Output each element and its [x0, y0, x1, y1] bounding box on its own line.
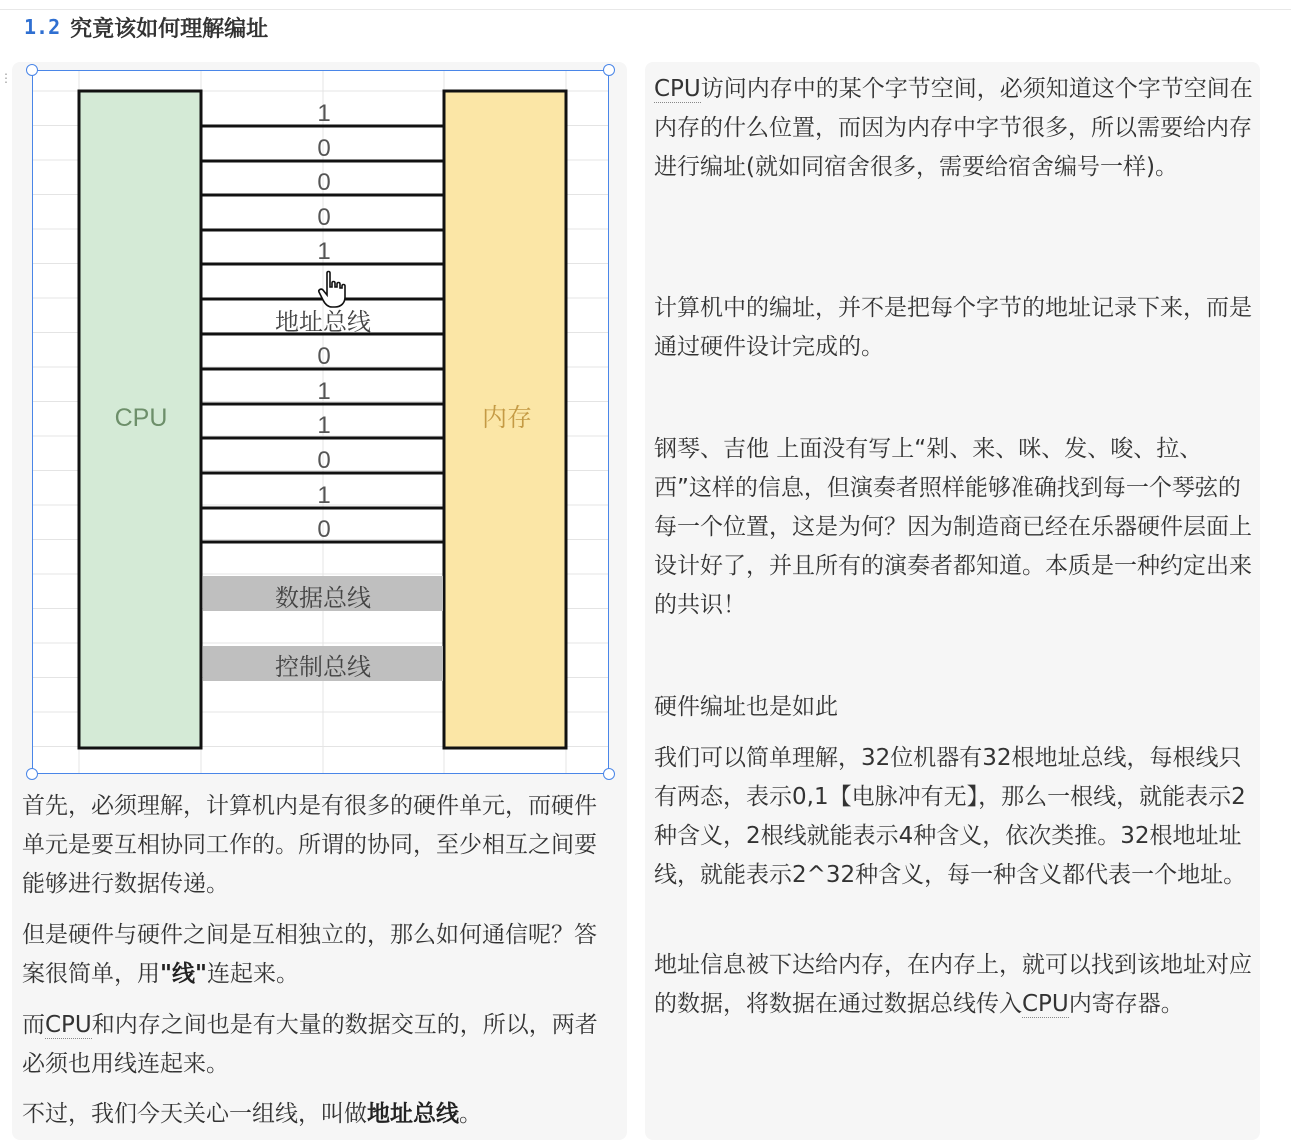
control-bus-label: 控制总线 — [275, 653, 371, 681]
left-paragraph-1: 首先，必须理解，计算机内是有很多的硬件单元，而硬件单元是要互相协同工作的。所谓的协同，至少相互之间要能够进行数据传递。 — [22, 793, 597, 897]
p2-text-a: 但是硬件与硬件之间是互相独立的，那么如何通信呢？答案很简单，用 — [22, 922, 597, 987]
right-paragraph-4: 硬件编址也是如此 — [654, 694, 838, 720]
cpu-label: CPU — [114, 404, 168, 432]
p3-text-b: 和内存之间也是有大量的数据交互的，所以，两者必须也用线连起来。 — [22, 1012, 598, 1077]
p2-bold: "线" — [160, 961, 207, 987]
r6-text-a: 地址信息被下达给内存，在内存上，就可以找到该地址对应的数据，将数据在通过数据总线传入 — [654, 952, 1252, 1017]
address-bit: 1 — [317, 238, 331, 265]
r6-text-b: 内寄存器。 — [1068, 991, 1184, 1017]
r1-text: 访问内存中的某个字节空间，必须知道这个字节空间在内存的什么位置，而因为内存中字节很多，所以需要给内存进行编址(就如同宿舍很多，需要给宿舍编号一样)。 — [654, 76, 1253, 180]
address-bit: 0 — [317, 135, 331, 162]
address-bit: 0 — [317, 169, 331, 196]
bus-diagram[interactable] — [32, 70, 609, 774]
right-paragraph-3: 钢琴、吉他 上面没有写上“剁、来、咪、发、唆、拉、西”这样的信息，但演奏者照样能够准确找到每一个琴弦的每一个位置，这是为何？因为制造商已经在乐器硬件层面上设计好了，并且所有的演奏者都知道。本质是一种约定出来的共识！ — [654, 436, 1252, 618]
right-paragraph-1 — [654, 70, 1254, 187]
bus-diagram-svg — [33, 71, 608, 773]
p4-text-a: 不过，我们今天关心一组线，叫做 — [22, 1101, 367, 1127]
section-title: 究竟该如何理解编址 — [70, 16, 269, 42]
address-bus-label: 地址总线 — [275, 308, 371, 336]
address-bit: 1 — [317, 412, 331, 439]
right-paragraph-5: 我们可以简单理解，32位机器有32根地址总线，每根线只有两态，表示0,1【电脉冲有无】，那么一根线，就能表示2种含义，2根线就能表示4种含义，依次类推。32根地址址线，就能表示2^32种含义，每一种含义都代表一个地址。 — [654, 745, 1247, 888]
left-paragraph-2 — [22, 916, 612, 994]
memory-label: 内存 — [481, 403, 533, 432]
section-number: 1.2 — [24, 15, 61, 39]
right-paragraph-6 — [654, 946, 1254, 1024]
p3-text-a: 而 — [22, 1012, 45, 1038]
section-heading — [24, 10, 268, 44]
drag-handle-icon[interactable]: ⋮ — [0, 71, 12, 85]
address-bit: 1 — [317, 100, 331, 127]
resize-handle-bottom-right[interactable] — [603, 768, 615, 780]
resize-handle-top-left[interactable] — [26, 64, 38, 76]
r6-cpu-term[interactable]: CPU — [1022, 991, 1069, 1017]
resize-handle-top-right[interactable] — [603, 64, 615, 76]
address-bit: 1 — [317, 378, 331, 405]
r1-cpu-term[interactable]: CPU — [654, 76, 701, 102]
p4-bold: 地址总线 — [367, 1101, 459, 1127]
p2-text-b: 连起来。 — [206, 961, 299, 987]
left-paragraph-4 — [22, 1095, 612, 1134]
address-bit: 0 — [317, 204, 331, 231]
address-bit: 1 — [317, 482, 331, 509]
address-bit: 0 — [317, 343, 331, 370]
p3-cpu-term[interactable]: CPU — [45, 1012, 92, 1038]
p4-text-b: 。 — [459, 1101, 482, 1127]
right-paragraph-2: 计算机中的编址，并不是把每个字节的地址记录下来，而是通过硬件设计完成的。 — [654, 295, 1252, 360]
address-bit: 0 — [317, 447, 331, 474]
left-paragraph-3 — [22, 1006, 612, 1084]
resize-handle-bottom-left[interactable] — [26, 768, 38, 780]
data-bus-label: 数据总线 — [275, 584, 371, 612]
address-bit: 0 — [317, 516, 331, 543]
